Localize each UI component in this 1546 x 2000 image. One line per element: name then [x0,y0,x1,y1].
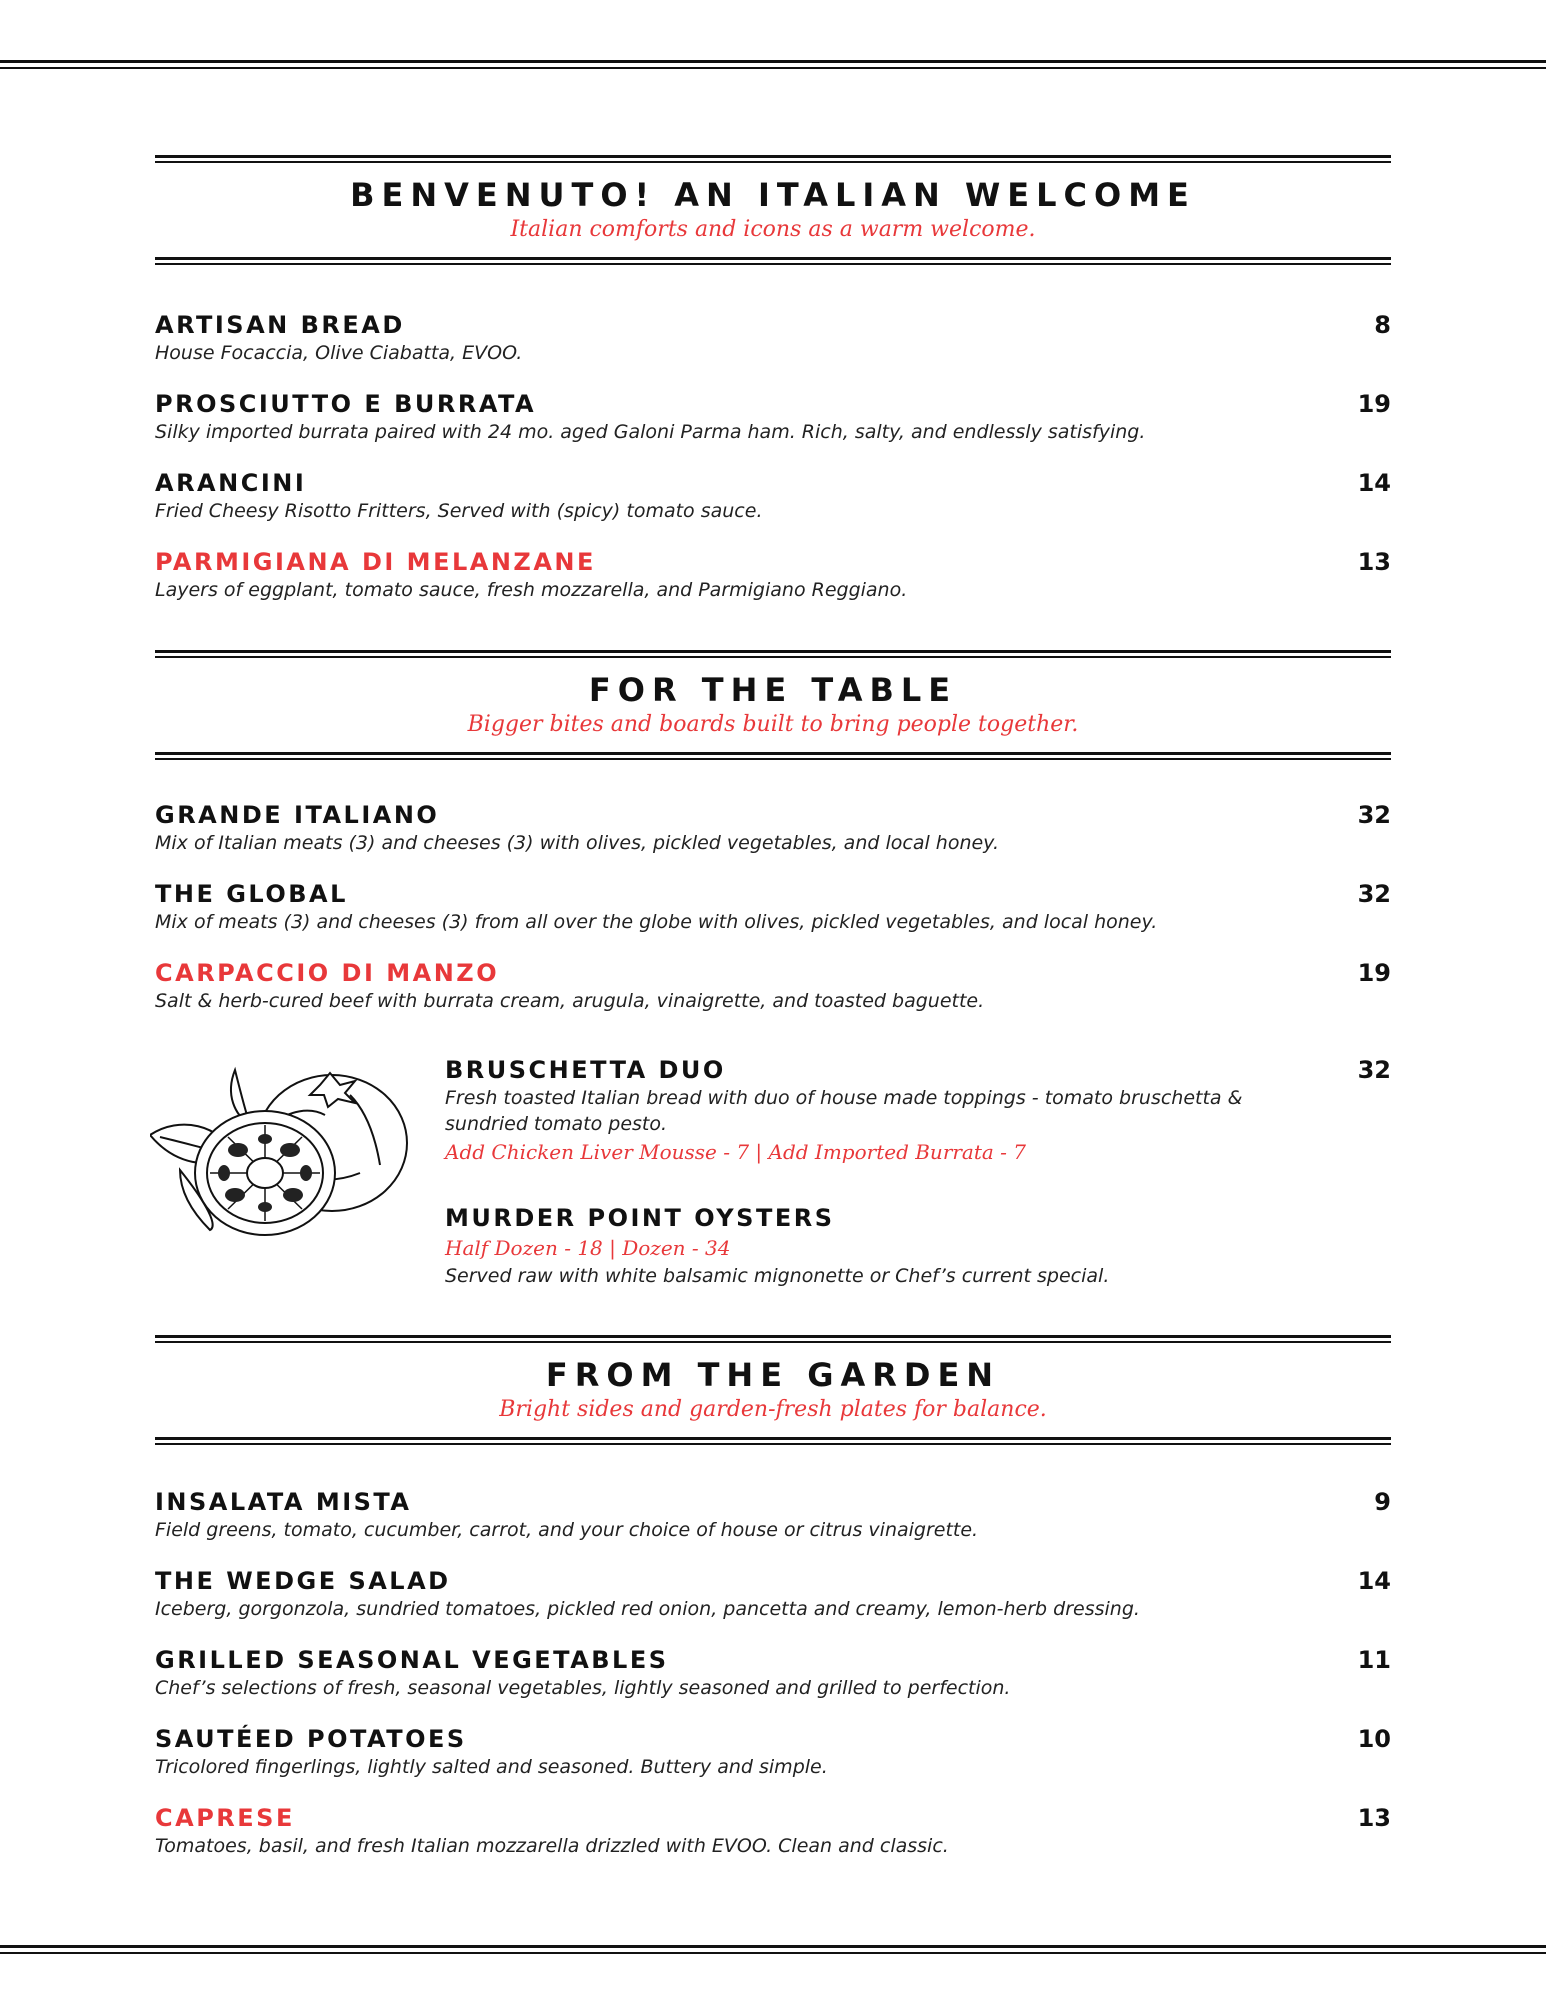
item-name: BRUSCHETTA DUO [445,1056,726,1084]
item-description: Mix of Italian meats (3) and cheeses (3) with olives, pickled vegetables, and local honey. [155,832,999,854]
section-title: FOR THE TABLE [588,671,958,709]
page-bottom-rule [0,1945,1546,1954]
item-description: Tricolored fingerlings, lightly salted and seasoned. Buttery and simple. [155,1756,828,1778]
section-title: BENVENUTO! AN ITALIAN WELCOME [350,176,1196,214]
item-name: PROSCIUTTO E BURRATA [155,390,537,418]
menu-item-featured [445,1055,1391,1167]
item-description: Layers of eggplant, tomato sauce, fresh mozzarella, and Parmigiano Reggiano. [155,579,908,601]
item-name: CARPACCIO DI MANZO [155,959,500,987]
item-price: 19 [1357,390,1391,418]
item-price: 14 [1357,1567,1391,1595]
item-price: 32 [1357,880,1391,908]
item-description: Served raw with white balsamic mignonette or Chef’s current special. [445,1265,1110,1287]
item-price: 13 [1357,548,1391,576]
section-rule [155,1437,1391,1445]
section-header-for-the-table [155,650,1391,760]
section-rule [155,752,1391,760]
section-title: FROM THE GARDEN [545,1356,1001,1394]
menu-item [155,1645,1391,1701]
menu-item [155,1566,1391,1622]
section-header-from-the-garden [155,1335,1391,1445]
item-description: Iceberg, gorgonzola, sundried tomatoes, pickled red onion, pancetta and creamy, lemon-herb dressing. [155,1598,1140,1620]
item-price: 10 [1357,1725,1391,1753]
item-price: 9 [1374,1488,1391,1516]
section-rule [155,650,1391,658]
menu-item [155,547,1391,603]
item-name: INSALATA MISTA [155,1488,412,1516]
item-name: GRILLED SEASONAL VEGETABLES [155,1646,669,1674]
item-price: 19 [1357,959,1391,987]
page-top-rule [0,60,1546,69]
menu-item [155,389,1391,445]
section-rule [155,1335,1391,1343]
section-rule [155,257,1391,265]
item-price: 13 [1357,1804,1391,1832]
item-price: 11 [1357,1646,1391,1674]
section-header-benvenuto [155,155,1391,265]
menu-item [155,879,1391,935]
item-name: MURDER POINT OYSTERS [445,1204,835,1232]
menu-item [155,310,1391,366]
item-price: 32 [1357,801,1391,829]
item-description: Salt & herb-cured beef with burrata cream, arugula, vinaigrette, and toasted baguette. [155,990,985,1012]
menu-item [155,1724,1391,1780]
item-name: ARTISAN BREAD [155,311,405,339]
item-description: Fresh toasted Italian bread with duo of house made toppings - tomato bruschetta & sundried tomato pesto. [445,1087,1243,1135]
menu-item-featured [445,1203,1391,1289]
item-description: Field greens, tomato, cucumber, carrot, and your choice of house or citrus vinaigrette. [155,1519,979,1541]
item-name: ARANCINI [155,469,307,497]
item-price: 8 [1374,311,1391,339]
item-price: 32 [1357,1056,1391,1084]
menu-item [155,800,1391,856]
menu-item [155,958,1391,1014]
item-description: Silky imported burrata paired with 24 mo. aged Galoni Parma ham. Rich, salty, and endlessly satisfying. [155,421,1146,443]
section-subtitle: Bright sides and garden-fresh plates for balance. [499,1397,1047,1422]
item-addon: Half Dozen - 18 | Dozen - 34 [445,1236,731,1260]
item-description: Chef’s selections of fresh, seasonal vegetables, lightly seasoned and grilled to perfection. [155,1677,1011,1699]
tomato-icon [150,1055,430,1245]
item-name: THE GLOBAL [155,880,348,908]
item-name: GRANDE ITALIANO [155,801,440,829]
menu-item [155,1803,1391,1859]
item-name: THE WEDGE SALAD [155,1567,451,1595]
section-subtitle: Italian comforts and icons as a warm welcome. [510,217,1036,242]
section-rule [155,155,1391,163]
section-subtitle: Bigger bites and boards built to bring people together. [467,712,1079,737]
item-description: Tomatoes, basil, and fresh Italian mozzarella drizzled with EVOO. Clean and classic. [155,1835,949,1857]
item-description: Mix of meats (3) and cheeses (3) from all over the globe with olives, pickled vegetables, and local honey. [155,911,1158,933]
item-name: CAPRESE [155,1804,295,1832]
menu-item [155,1487,1391,1543]
item-name: PARMIGIANA DI MELANZANE [155,548,596,576]
item-price: 14 [1357,469,1391,497]
menu-item [155,468,1391,524]
item-description: House Focaccia, Olive Ciabatta, EVOO. [155,342,523,364]
item-addon: Add Chicken Liver Mousse - 7 | Add Imported Burrata - 7 [445,1140,1027,1164]
item-name: SAUTÉED POTATOES [155,1725,467,1753]
item-description: Fried Cheesy Risotto Fritters, Served with (spicy) tomato sauce. [155,500,763,522]
